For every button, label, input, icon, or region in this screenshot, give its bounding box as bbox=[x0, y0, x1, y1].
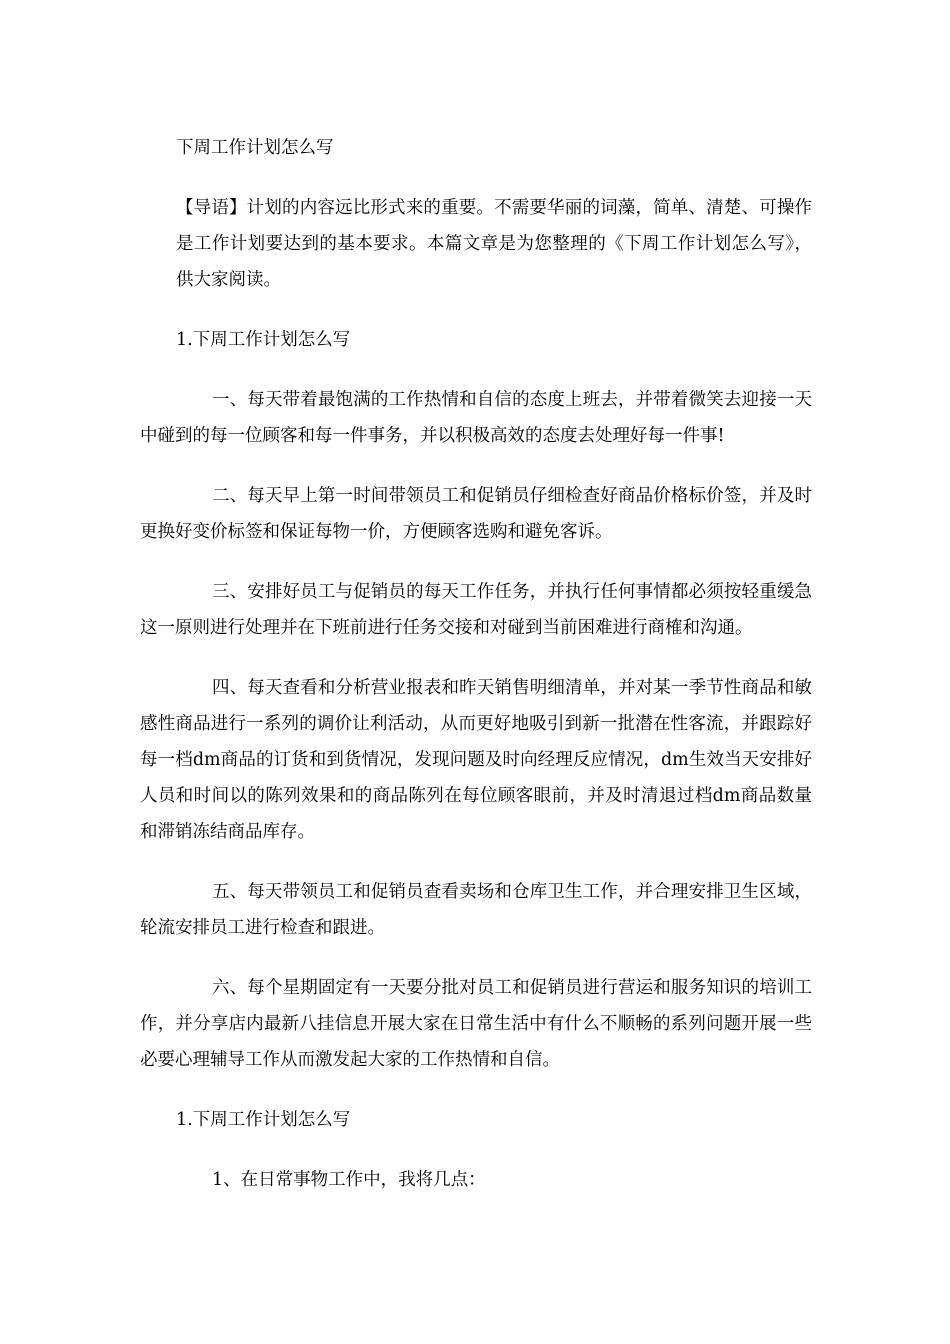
document-title: 下周工作计划怎么写 bbox=[176, 138, 334, 158]
plan-item-3: 三、安排好员工与促销员的每天工作任务，并执行任何事情都必须按轻重缓急这一原则进行处理并在下班前进行任务交接和对碰到当前困难进行商榷和沟通。 bbox=[140, 582, 812, 638]
document-page bbox=[140, 130, 812, 1222]
section2-first-item: 1、在日常事物工作中，我将几点： bbox=[212, 1170, 486, 1190]
section-heading-1: 1.下周工作计划怎么写 bbox=[176, 330, 351, 350]
plan-item-2: 二、每天早上第一时间带领员工和促销员仔细检查好商品价格标价签，并及时更换好变价标签和保证每物一价，方便顾客选购和避免客诉。 bbox=[140, 486, 812, 542]
plan-item-6: 六、每个星期固定有一天要分批对员工和促销员进行营运和服务知识的培训工作，并分享店内最新八挂信息开展大家在日常生活中有什么不顺畅的系列问题开展一些必要心理辅导工作从而激发起大家的工作热情和自信。 bbox=[140, 978, 812, 1070]
intro-paragraph: 【导语】计划的内容远比形式来的重要。不需要华丽的词藻，简单、清楚、可操作是工作计划要达到的基本要求。本篇文章是为您整理的《下周工作计划怎么写》，供大家阅读。 bbox=[176, 198, 812, 290]
section-heading-2: 1.下周工作计划怎么写 bbox=[176, 1110, 351, 1130]
plan-item-4: 四、每天查看和分析营业报表和昨天销售明细清单，并对某一季节性商品和敏感性商品进行一系列的调价让利活动，从而更好地吸引到新一批潜在性客流，并跟踪好每一档dm商品的订货和到货情况，发现问题及时向经理反应情况，dm生效当天安排好人员和时间以的陈列效果和的商品陈列在每位顾客眼前，并及时清退过档dm商品数量和滞销冻结商品库存。 bbox=[140, 678, 812, 842]
plan-item-1: 一、每天带着最饱满的工作热情和自信的态度上班去，并带着微笑去迎接一天中碰到的每一位顾客和每一件事务，并以积极高效的态度去处理好每一件事! bbox=[140, 390, 812, 446]
plan-item-5: 五、每天带领员工和促销员查看卖场和仓库卫生工作，并合理安排卫生区域，轮流安排员工进行检查和跟进。 bbox=[140, 882, 812, 938]
